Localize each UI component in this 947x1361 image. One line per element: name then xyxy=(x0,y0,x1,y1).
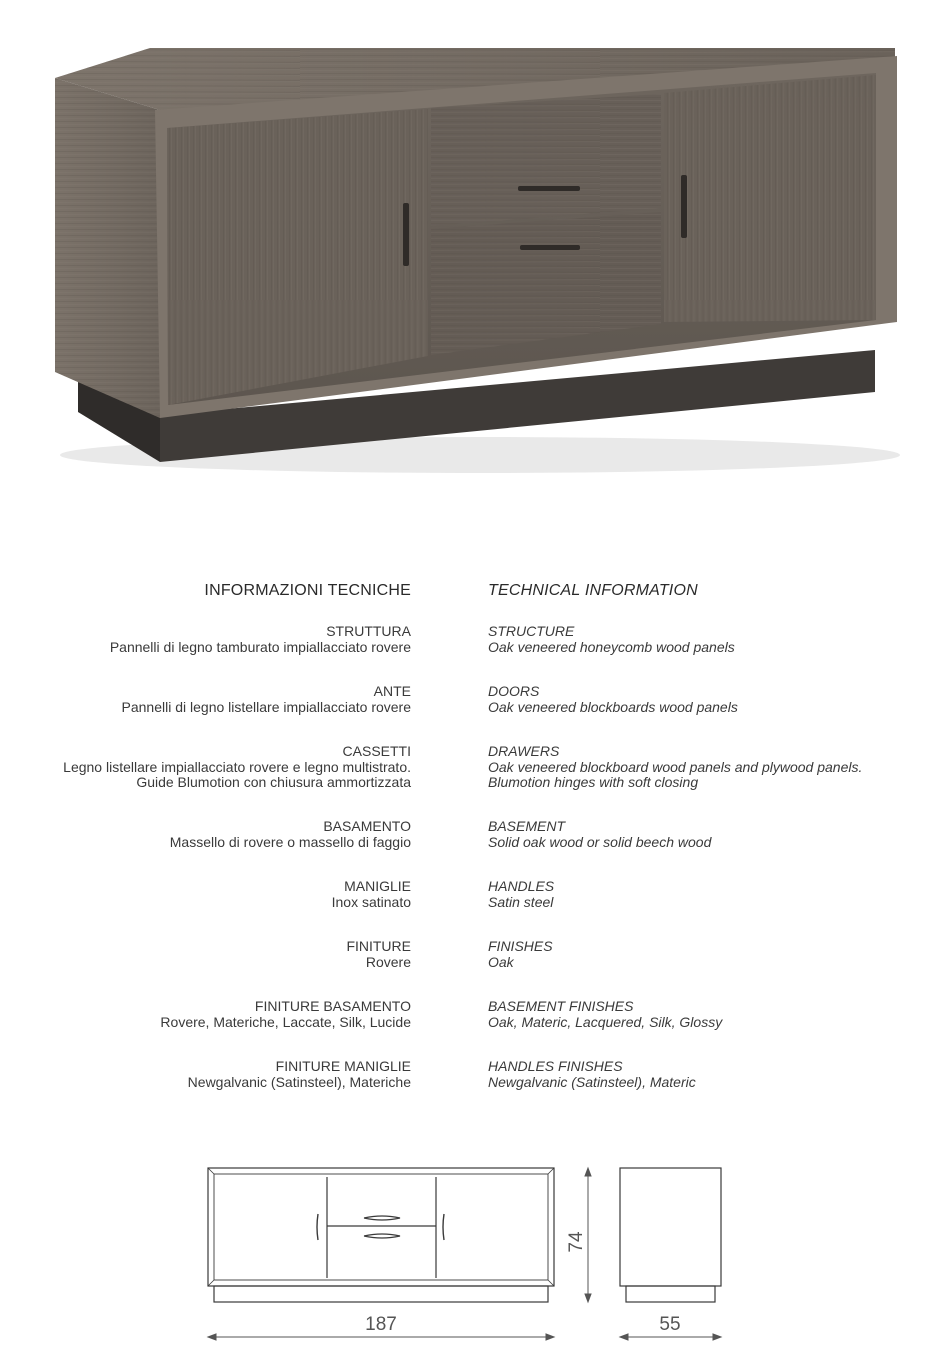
spec-line: Massello di rovere o massello di faggio xyxy=(169,833,411,850)
spec-en-5 xyxy=(488,939,553,970)
drawing-drawer-handle xyxy=(364,1216,400,1220)
spec-it-1 xyxy=(122,684,411,715)
spec-title: STRUTTURA xyxy=(326,623,411,639)
spec-line: Oak veneered honeycomb wood panels xyxy=(488,638,735,655)
spec-it-3 xyxy=(170,819,411,850)
spec-it-6 xyxy=(160,999,411,1030)
dimension-width: 187 xyxy=(365,1314,397,1335)
spec-it-5 xyxy=(346,939,411,970)
spec-title: DRAWERS xyxy=(488,743,560,759)
spec-line: Legno listellare impiallacciato rovere e legno multistrato. xyxy=(63,758,411,775)
spec-line: Rovere, Materiche, Laccate, Silk, Lucide xyxy=(160,1013,411,1030)
spec-title: FINITURE BASAMENTO xyxy=(254,998,411,1014)
side-view-outline xyxy=(620,1168,721,1286)
spec-it-7 xyxy=(188,1059,411,1090)
spec-it-4 xyxy=(332,879,411,910)
spec-line: Oak xyxy=(488,953,514,970)
spec-en-1 xyxy=(488,684,738,715)
spec-title: ANTE xyxy=(373,683,411,699)
spec-line: Oak veneered blockboards wood panels xyxy=(488,698,738,715)
spec-line: Inox satinato xyxy=(331,893,411,910)
spec-title: BASAMENTO xyxy=(323,818,411,834)
spec-title: HANDLES xyxy=(488,878,555,894)
spec-line: Oak veneered blockboard wood panels and plywood panels. xyxy=(488,758,863,775)
spec-title: STRUCTURE xyxy=(488,623,575,639)
spec-line: Guide Blumotion con chiusura ammortizzata xyxy=(136,774,411,790)
spec-title: BASEMENT xyxy=(488,818,566,834)
spec-title: FINITURE xyxy=(346,938,411,954)
drawing-right-handle xyxy=(443,1214,444,1240)
spec-line: Oak, Materic, Lacquered, Silk, Glossy xyxy=(488,1013,723,1030)
spec-line: Newgalvanic (Satinsteel), Materic xyxy=(488,1073,696,1090)
spec-en-6 xyxy=(488,999,722,1030)
spec-en-4 xyxy=(488,879,554,910)
heading-en: TECHNICAL INFORMATION xyxy=(488,582,698,599)
spec-line: Rovere xyxy=(365,953,411,970)
spec-title: FINISHES xyxy=(488,938,553,954)
drawing-left-handle xyxy=(317,1214,318,1240)
right-door-handle xyxy=(681,175,687,238)
product-photo xyxy=(0,0,947,500)
spec-title: CASSETTI xyxy=(342,743,411,759)
heading-it: INFORMAZIONI TECNICHE xyxy=(204,582,411,599)
front-view-plinth xyxy=(214,1286,548,1302)
technical-drawing xyxy=(0,1150,947,1361)
spec-line: Newgalvanic (Satinsteel), Materiche xyxy=(187,1073,411,1090)
spec-line: Satin steel xyxy=(488,893,554,910)
spec-it-0 xyxy=(110,624,411,655)
drawer-bottom-handle xyxy=(520,245,580,250)
spec-title: DOORS xyxy=(488,683,540,699)
spec-it-2 xyxy=(63,744,411,791)
spec-line: Pannelli di legno tamburato impiallacciato rovere xyxy=(109,638,411,655)
spec-title: BASEMENT FINISHES xyxy=(488,998,634,1014)
dimension-depth: 55 xyxy=(659,1314,681,1335)
spec-en-7 xyxy=(488,1059,696,1090)
spec-title: HANDLES FINISHES xyxy=(488,1058,623,1074)
spec-en-2 xyxy=(488,744,862,791)
spec-en-3 xyxy=(488,819,711,850)
spec-line: Pannelli di legno listellare impiallacciato rovere xyxy=(121,698,411,715)
left-door-handle xyxy=(403,203,409,266)
front-view-outline xyxy=(208,1168,554,1286)
spec-line: Blumotion hinges with soft closing xyxy=(488,774,699,790)
spec-title: FINITURE MANIGLIE xyxy=(275,1058,411,1074)
spec-en-0 xyxy=(488,624,735,655)
spec-line: Solid oak wood or solid beech wood xyxy=(488,833,712,850)
spec-title: MANIGLIE xyxy=(344,878,411,894)
drawer-top-handle xyxy=(518,186,580,191)
dimension-height: 74 xyxy=(566,1231,587,1253)
